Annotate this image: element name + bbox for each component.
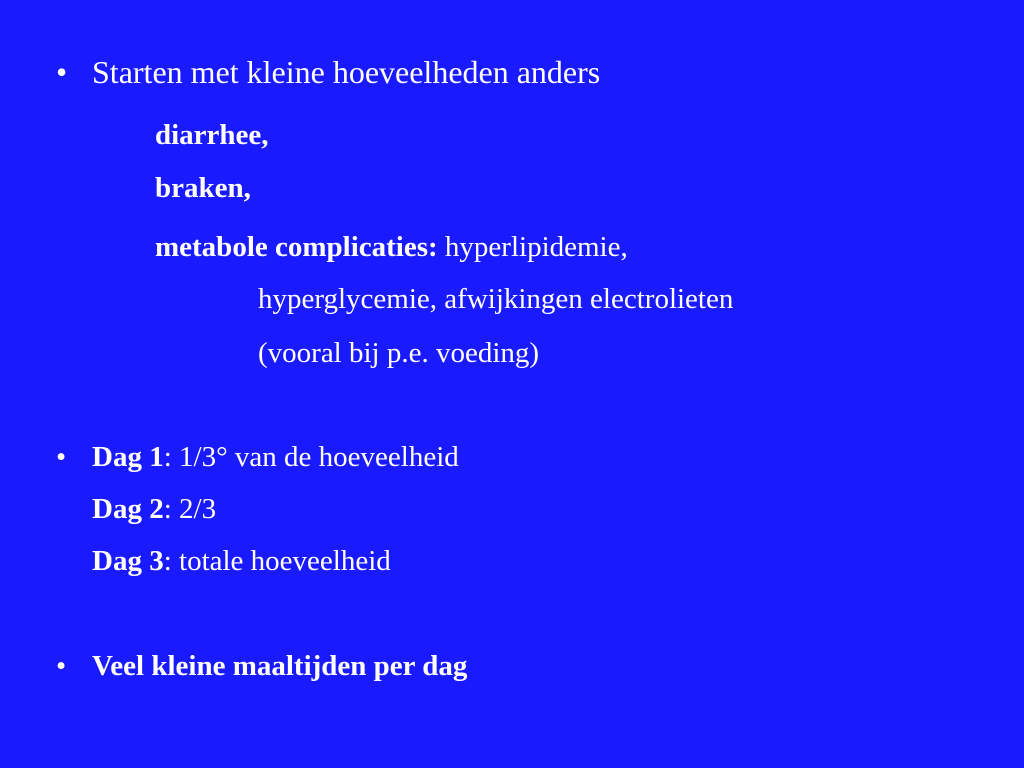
day-2-label: Dag 2 — [92, 493, 164, 525]
bullet-marker-2: • — [56, 441, 67, 473]
day-1-line — [92, 443, 459, 472]
day-1-label: Dag 1 — [92, 441, 164, 473]
day-2-text: : 2/3 — [163, 493, 217, 525]
day-2-line — [92, 495, 216, 524]
bullet-marker-1: • — [56, 54, 68, 90]
metabole-continuation-1: hyperglycemie, afwijkingen electrolieten — [258, 283, 734, 315]
bullet-1-text: Starten met kleine hoeveelheden anders — [92, 54, 601, 90]
sub-item-braken: braken, — [155, 172, 251, 204]
sub-item-metabole — [155, 233, 628, 262]
day-3-label: Dag 3 — [92, 545, 164, 577]
metabole-continuation-2: (vooral bij p.e. voeding) — [258, 337, 540, 369]
metabole-label: metabole complicaties: — [155, 231, 438, 263]
day-3-text: : totale hoeveelheid — [163, 545, 391, 577]
bullet-marker-3: • — [56, 650, 67, 682]
bullet-3-text: Veel kleine maaltijden per dag — [92, 650, 468, 682]
day-1-text: : 1/3° van de hoeveelheid — [163, 441, 459, 473]
sub-item-diarrhee: diarrhee, — [155, 119, 269, 151]
metabole-text: hyperlipidemie, — [437, 231, 628, 263]
day-3-line — [92, 547, 391, 576]
